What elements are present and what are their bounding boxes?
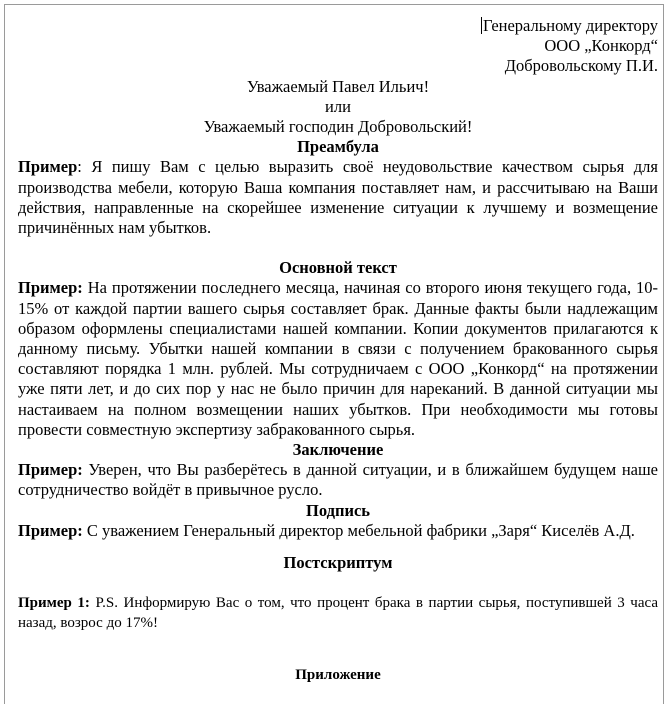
conclusion-text: Уверен, что Вы разберётесь в данной ситуации, и в ближайшем будущем наше сотрудничество войдёт в привычное русло.: [18, 460, 658, 500]
spacer: [18, 653, 658, 665]
conclusion-paragraph: [18, 460, 658, 500]
greeting-option-1: Уважаемый Павел Ильич!: [246, 76, 430, 96]
spacer: [18, 541, 658, 553]
signature-heading: Подпись: [305, 500, 371, 520]
postscript-label: Пример 1:: [18, 595, 90, 612]
text-cursor: [481, 17, 482, 34]
greeting-option-2: Уважаемый господин Добровольский!: [203, 117, 473, 137]
letter-page: [18, 16, 658, 685]
preamble-text: : Я пишу Вам с целью выразить своё неудовольствие качеством сырья для производства мебели, которую Ваша компания поставляет нам, и рассчитываю на Ваши действия, направленные на скорейшее изменение ситуации к лучшему и возмещение причинённых нам убытков.: [18, 157, 658, 238]
postscript-heading: Постскриптум: [283, 553, 393, 573]
addressee-block: [18, 16, 658, 77]
signature-paragraph: [18, 521, 658, 541]
signature-text: С уважением Генеральный директор мебельной фабрики „Заря“ Киселёв А.Д.: [82, 520, 635, 540]
conclusion-label: Пример:: [18, 460, 83, 480]
postscript-text: P.S. Информирую Вас о том, что процент брака в партии сырья, поступившей 3 часа назад, возрос до 17%!: [18, 595, 658, 632]
addressee-position: Генеральному директору: [483, 16, 658, 35]
main-label: Пример:: [18, 278, 83, 298]
main-paragraph: [18, 278, 658, 440]
preamble-label: Пример: [18, 157, 78, 177]
signature-label: Пример:: [18, 520, 83, 540]
spacer: [18, 573, 658, 593]
appendix-heading: Приложение: [295, 667, 381, 684]
postscript-paragraph: [18, 593, 658, 633]
addressee-line-1: [18, 16, 658, 36]
greeting-or: или: [325, 96, 351, 116]
spacer: [18, 633, 658, 653]
addressee-line-2: ООО „Конкорд“: [544, 36, 658, 56]
conclusion-heading: Заключение: [292, 440, 384, 460]
main-heading: Основной текст: [279, 258, 397, 278]
main-text: На протяжении последнего месяца, начиная со второго июня текущего года, 10-15% от каждой партии вашего сырья составляет брак. Данные факты были надлежащим образом оформлены специалистами нашей компании. Копии документов прилагаются к данному письму. Убытки нашей компании в связи с получением бракованного сырья составляют порядка 1 млн. рублей. Мы сотрудничаем с ООО „Конкорд“ на протяжении уже пяти лет, и до сих пор у нас не было причин для нареканий. В данной ситуации мы настаиваем на полном возмещении наших убытков. При необходимости мы готовы провести совместную экспертизу забракованного сырья.: [18, 278, 658, 439]
spacer: [18, 238, 658, 258]
greeting-block: [18, 77, 658, 138]
preamble-heading: Преамбула: [297, 137, 379, 157]
preamble-paragraph: [18, 157, 658, 238]
addressee-line-3: Добровольскому П.И.: [504, 56, 658, 76]
